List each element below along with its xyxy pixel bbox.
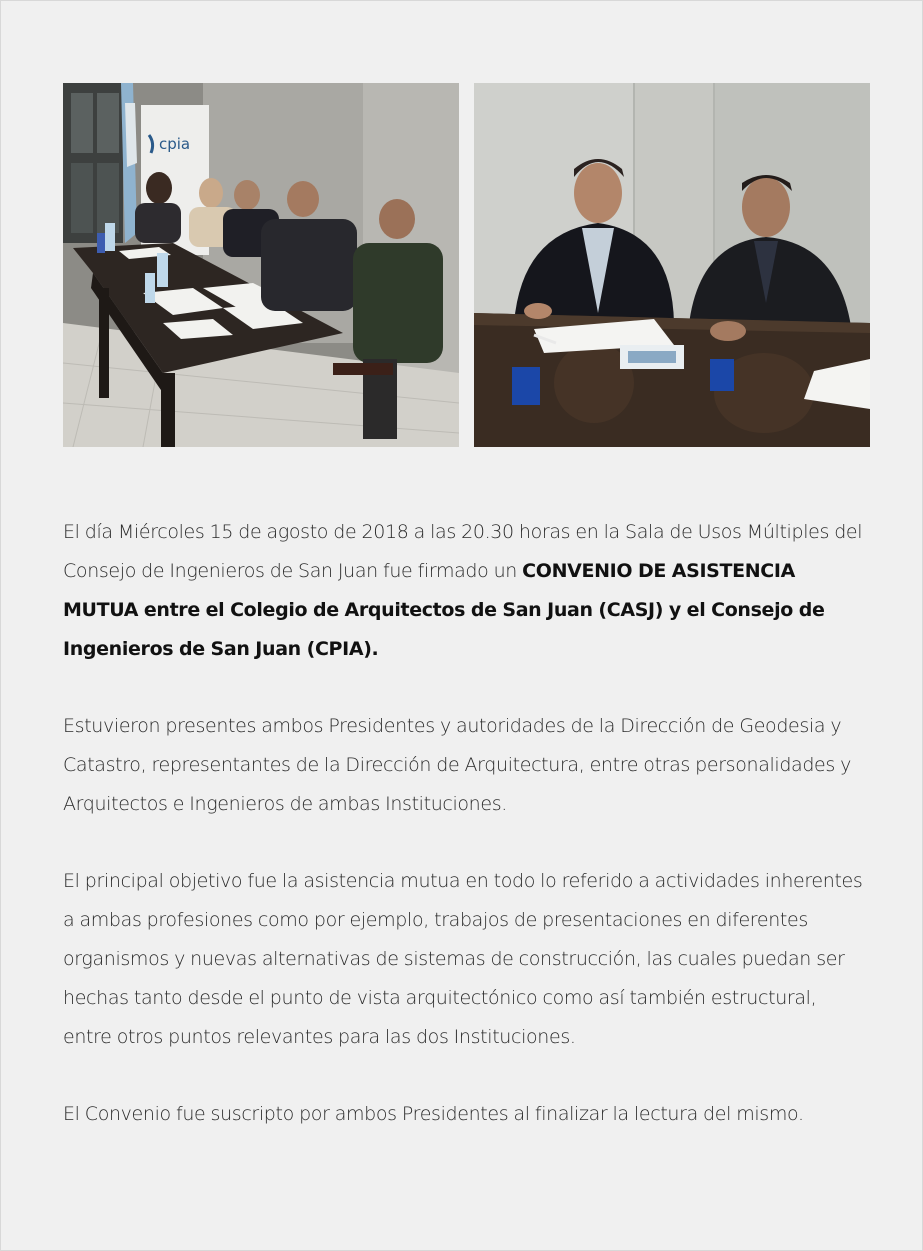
paragraph-intro xyxy=(63,513,863,669)
meeting-photo-right-image xyxy=(474,83,870,447)
agreement-title: CONVENIO DE ASISTENCIA MUTUA entre el Colegio de Arquitectos de San Juan (CASJ) y el Consejo de Ingenieros de San Juan (CPIA). xyxy=(63,560,825,660)
meeting-photo-right xyxy=(474,83,870,447)
article-body xyxy=(63,513,863,1134)
paragraph-attendees: Estuvieron presentes ambos Presidentes y autoridades de la Dirección de Geodesia y Catastro, representantes de la Dirección de Arquitectura, entre otras personalidades y Arquitectos e Ingenieros de ambas Instituciones. xyxy=(63,715,852,815)
paragraph-intro-text: El día Miércoles 15 de agosto de 2018 a las 20.30 horas en la Sala de Usos Múltiples del Consejo de Ingenieros de San Juan fue firmado un xyxy=(63,521,863,582)
paragraph-objective: El principal objetivo fue la asistencia mutua en todo lo referido a actividades inherentes a ambas profesiones como por ejemplo, trabajos de presentaciones en diferentes organismos y nuevas alternativas de sistemas de construcción, las cuales puedan ser hechas tanto desde el punto de vista arquitectónico como así también estructural, entre otros puntos relevantes para las dos Instituciones. xyxy=(63,870,863,1048)
cpia-logo: cpia xyxy=(159,135,191,153)
paragraph-signing: El Convenio fue suscripto por ambos Presidentes al finalizar la lectura del mismo. xyxy=(63,1103,804,1125)
meeting-photo-left-image xyxy=(63,83,459,447)
meeting-photo-left xyxy=(63,83,459,447)
